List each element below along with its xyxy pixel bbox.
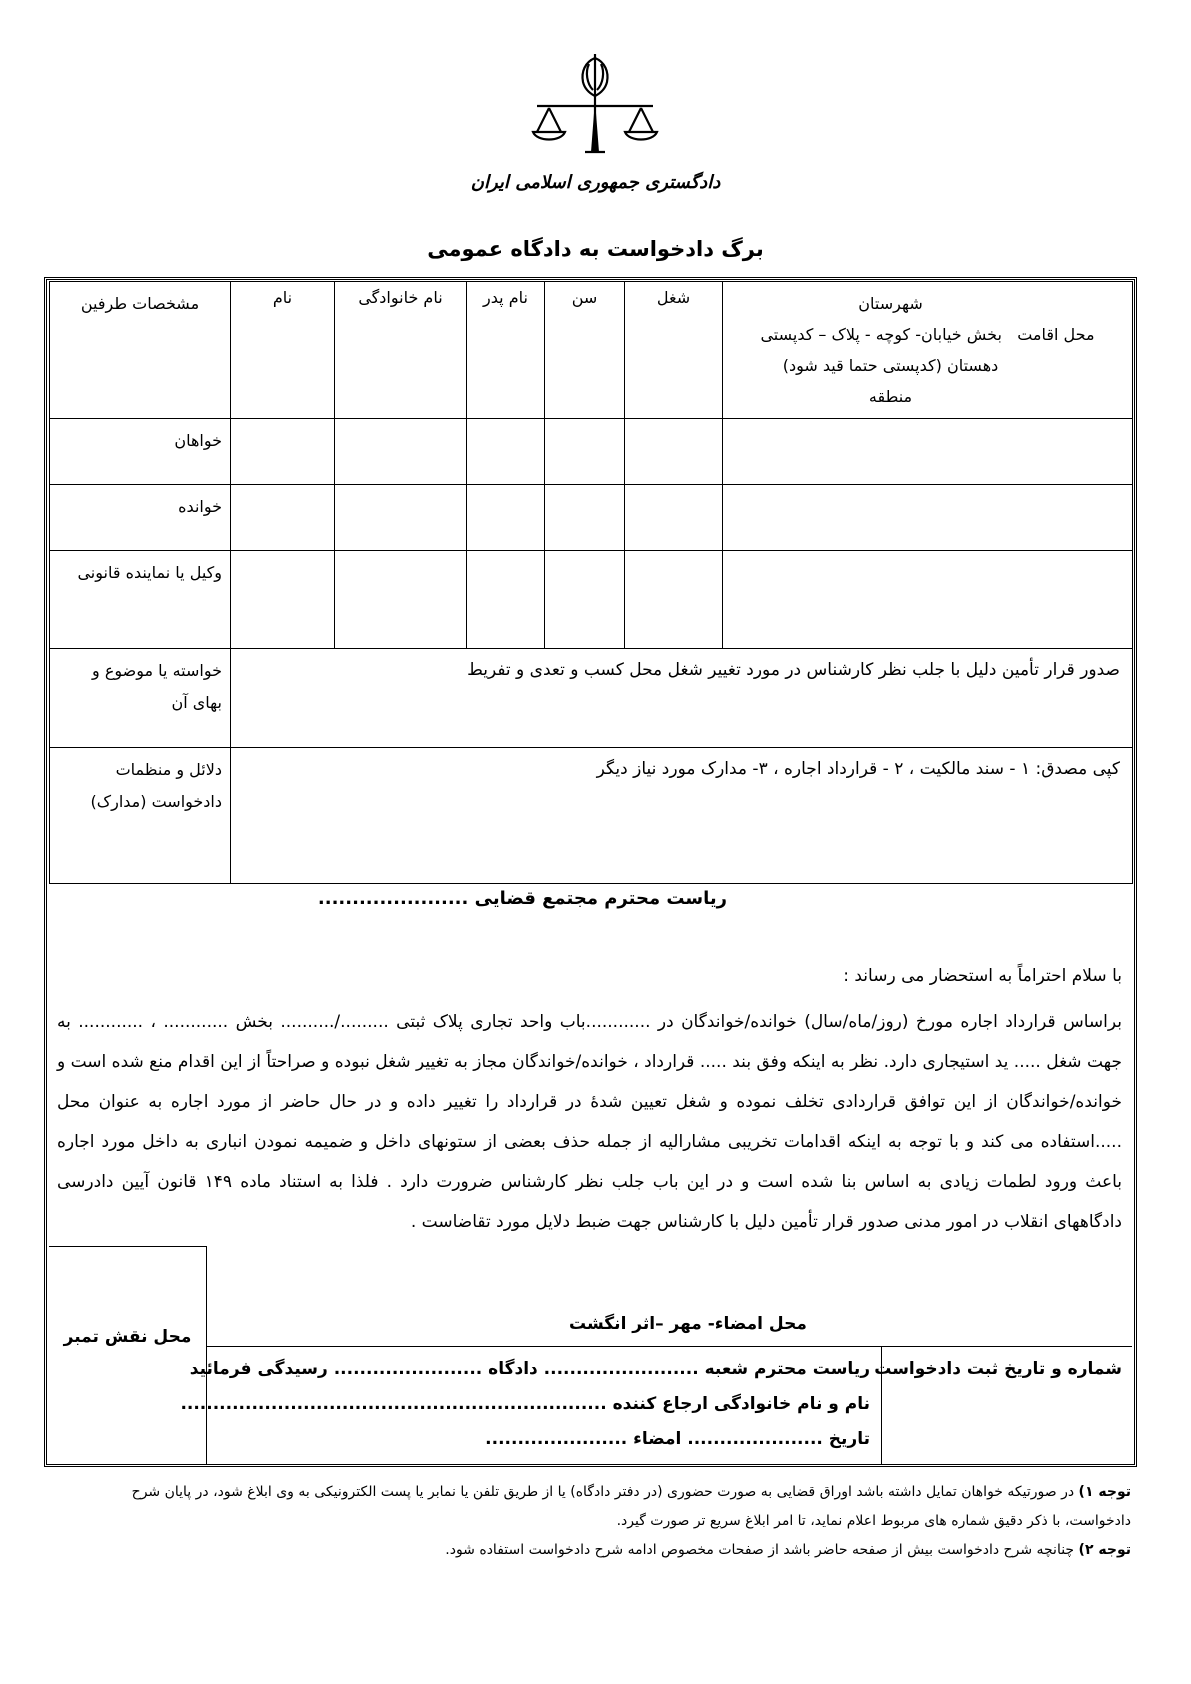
attorney-father-cell[interactable]	[467, 551, 545, 649]
attorney-label: وکیل یا نماینده قانونی	[50, 551, 231, 649]
note-1	[91, 1478, 1131, 1536]
form-title: برگ دادخواست به دادگاه عمومی	[427, 237, 764, 261]
petition-letter	[49, 884, 1132, 1254]
note-2-label: توجه ۲)	[1078, 1542, 1131, 1558]
defendant-father-cell[interactable]	[467, 485, 545, 551]
plaintiff-family-cell[interactable]	[335, 419, 467, 485]
evidence-row	[50, 748, 1133, 884]
residence-header	[723, 282, 1133, 419]
father-name-header: نام پدر	[467, 282, 545, 419]
plaintiff-father-cell[interactable]	[467, 419, 545, 485]
letter-greeting: با سلام احتراماً به استحضار می رساند :	[843, 966, 1122, 986]
plaintiff-age-cell[interactable]	[545, 419, 625, 485]
plaintiff-row	[50, 419, 1133, 485]
parties-table	[49, 281, 1133, 884]
attorney-age-cell[interactable]	[545, 551, 625, 649]
defendant-name-cell[interactable]	[231, 485, 335, 551]
plaintiff-occupation-cell[interactable]	[625, 419, 723, 485]
residence-line2-text: بخش خیابان- کوچه - پلاک – کدپستی	[760, 325, 1002, 344]
judiciary-emblem-icon	[515, 52, 675, 164]
defendant-residence-cell[interactable]	[723, 485, 1133, 551]
defendant-age-cell[interactable]	[545, 485, 625, 551]
attorney-name-cell[interactable]	[231, 551, 335, 649]
name-header: نام	[231, 282, 335, 419]
residence-line1: شهرستان	[858, 294, 923, 313]
attorney-residence-cell[interactable]	[723, 551, 1133, 649]
defendant-occupation-cell[interactable]	[625, 485, 723, 551]
footer-divider-line	[207, 1346, 1132, 1347]
table-header-row	[50, 282, 1133, 419]
note-1-text: در صورتیکه خواهان تمایل داشته باشد اوراق قضایی به صورت حضوری (در دفتر دادگاه) یا از طریق تلفن یا نمابر یا پست الکترونیکی به وی ابلاغ شود، در پایان شرح دادخواست، با ذکر دقیق شماره های مربوط اعلام نماید، تا امر ابلاغ سریع تر صورت گیرد.	[131, 1484, 1131, 1529]
stamp-box	[49, 1246, 207, 1464]
evidence-value[interactable]: کپی مصدق: ۱ - سند مالکیت ، ۲ - قرارداد اجاره ، ۳- مدارک مورد نیاز دیگر	[231, 748, 1133, 884]
residence-line4: منطقه	[868, 387, 913, 406]
defendant-label: خوانده	[50, 485, 231, 551]
parties-info-header: مشخصات طرفین	[50, 282, 231, 419]
stamp-place-label: محل نقش تمبر	[63, 1327, 192, 1347]
registration-label: شماره و تاریخ ثبت دادخواست	[874, 1359, 1122, 1379]
occupation-header: شغل	[625, 282, 723, 419]
attorney-family-cell[interactable]	[335, 551, 467, 649]
attorney-occupation-cell[interactable]	[625, 551, 723, 649]
subject-label: خواسته یا موضوع و بهای آن	[50, 649, 231, 748]
letter-body[interactable]: براساس قرارداد اجاره مورخ (روز/ماه/سال) خوانده/خواندگان در ............باب واحد تجاری پلاک ثبتی ........./.......... بخش ............ ، ............ به جهت شغل ..... ید استیجاری دارد. نظر به اینکه وفق بند ..... قرارداد ، خوانده/خواندگان مجاز به تغییر شغل نبوده و صراحتاً از این اقدام منع شده است و خوانده/خواندگان از این توافق قراردادی تخلف نموده و شغل تعیین شدهٔ در قرارداد را تغییر داده و در حال حاضر از مورد اجاره به عنوان محل .....استفاده می کند و با توجه به اینکه اقدامات تخریبی مشارالیه از جمله حذف بعضی از ستونهای داخل و ضمیمه نمودن انباری به داخل مورد اجاره باعث ورود لطمات زیادی به اساس بنا شده است و در این باب جلب نظر کارشناس ضرورت دارد . فلذا به استناد ماده ۱۴۹ قانون آیین دادرسی دادگاههای انقلاب در امور مدنی صدور قرار تأمین دلیل با کارشناس جهت ضبط دلایل مورد تقاضاست .	[56, 1012, 1122, 1232]
referral-line-2: نام و نام خانوادگی ارجاع کننده ..................................................................	[180, 1394, 870, 1414]
subject-value[interactable]: صدور قرار تأمین دلیل با جلب نظر کارشناس در مورد تغییر شغل محل کسب و تعدی و تفریط	[231, 649, 1133, 748]
plaintiff-label: خواهان	[50, 419, 231, 485]
family-name-header: نام خانوادگی	[335, 282, 467, 419]
note-2-text: چنانچه شرح دادخواست بیش از صفحه حاضر باشد از صفحات مخصوص ادامه شرح دادخواست استفاده شود.	[445, 1542, 1075, 1558]
residence-line3: دهستان (کدپستی حتما قید شود)	[782, 356, 999, 375]
evidence-label: دلائل و منظمات دادخواست (مدارک)	[50, 748, 231, 884]
plaintiff-name-cell[interactable]	[231, 419, 335, 485]
notes-section	[91, 1478, 1131, 1565]
note-1-label: توجه ۱)	[1078, 1484, 1131, 1500]
referral-line-1: ریاست محترم شعبه ........................ دادگاه ....................... رسیدگی فرمائید	[189, 1359, 870, 1379]
judiciary-logotype: دادگستری جمهوری اسلامی ایران	[470, 172, 721, 193]
residence-line2	[735, 319, 1120, 350]
subject-row	[50, 649, 1133, 748]
residence-label: محل اقامت	[1017, 325, 1095, 344]
signature-place-label: محل امضاء- مهر –اثر انگشت	[569, 1314, 807, 1334]
age-header: سن	[545, 282, 625, 419]
attorney-row	[50, 551, 1133, 649]
defendant-row	[50, 485, 1133, 551]
plaintiff-residence-cell[interactable]	[723, 419, 1133, 485]
referral-line-3: تاریخ ..................... امضاء ......................	[485, 1429, 870, 1449]
letter-addressee: ریاست محترم مجتمع قضایی ......................	[317, 888, 727, 909]
defendant-family-cell[interactable]	[335, 485, 467, 551]
footer-section	[49, 1246, 1132, 1464]
note-2	[91, 1536, 1131, 1565]
